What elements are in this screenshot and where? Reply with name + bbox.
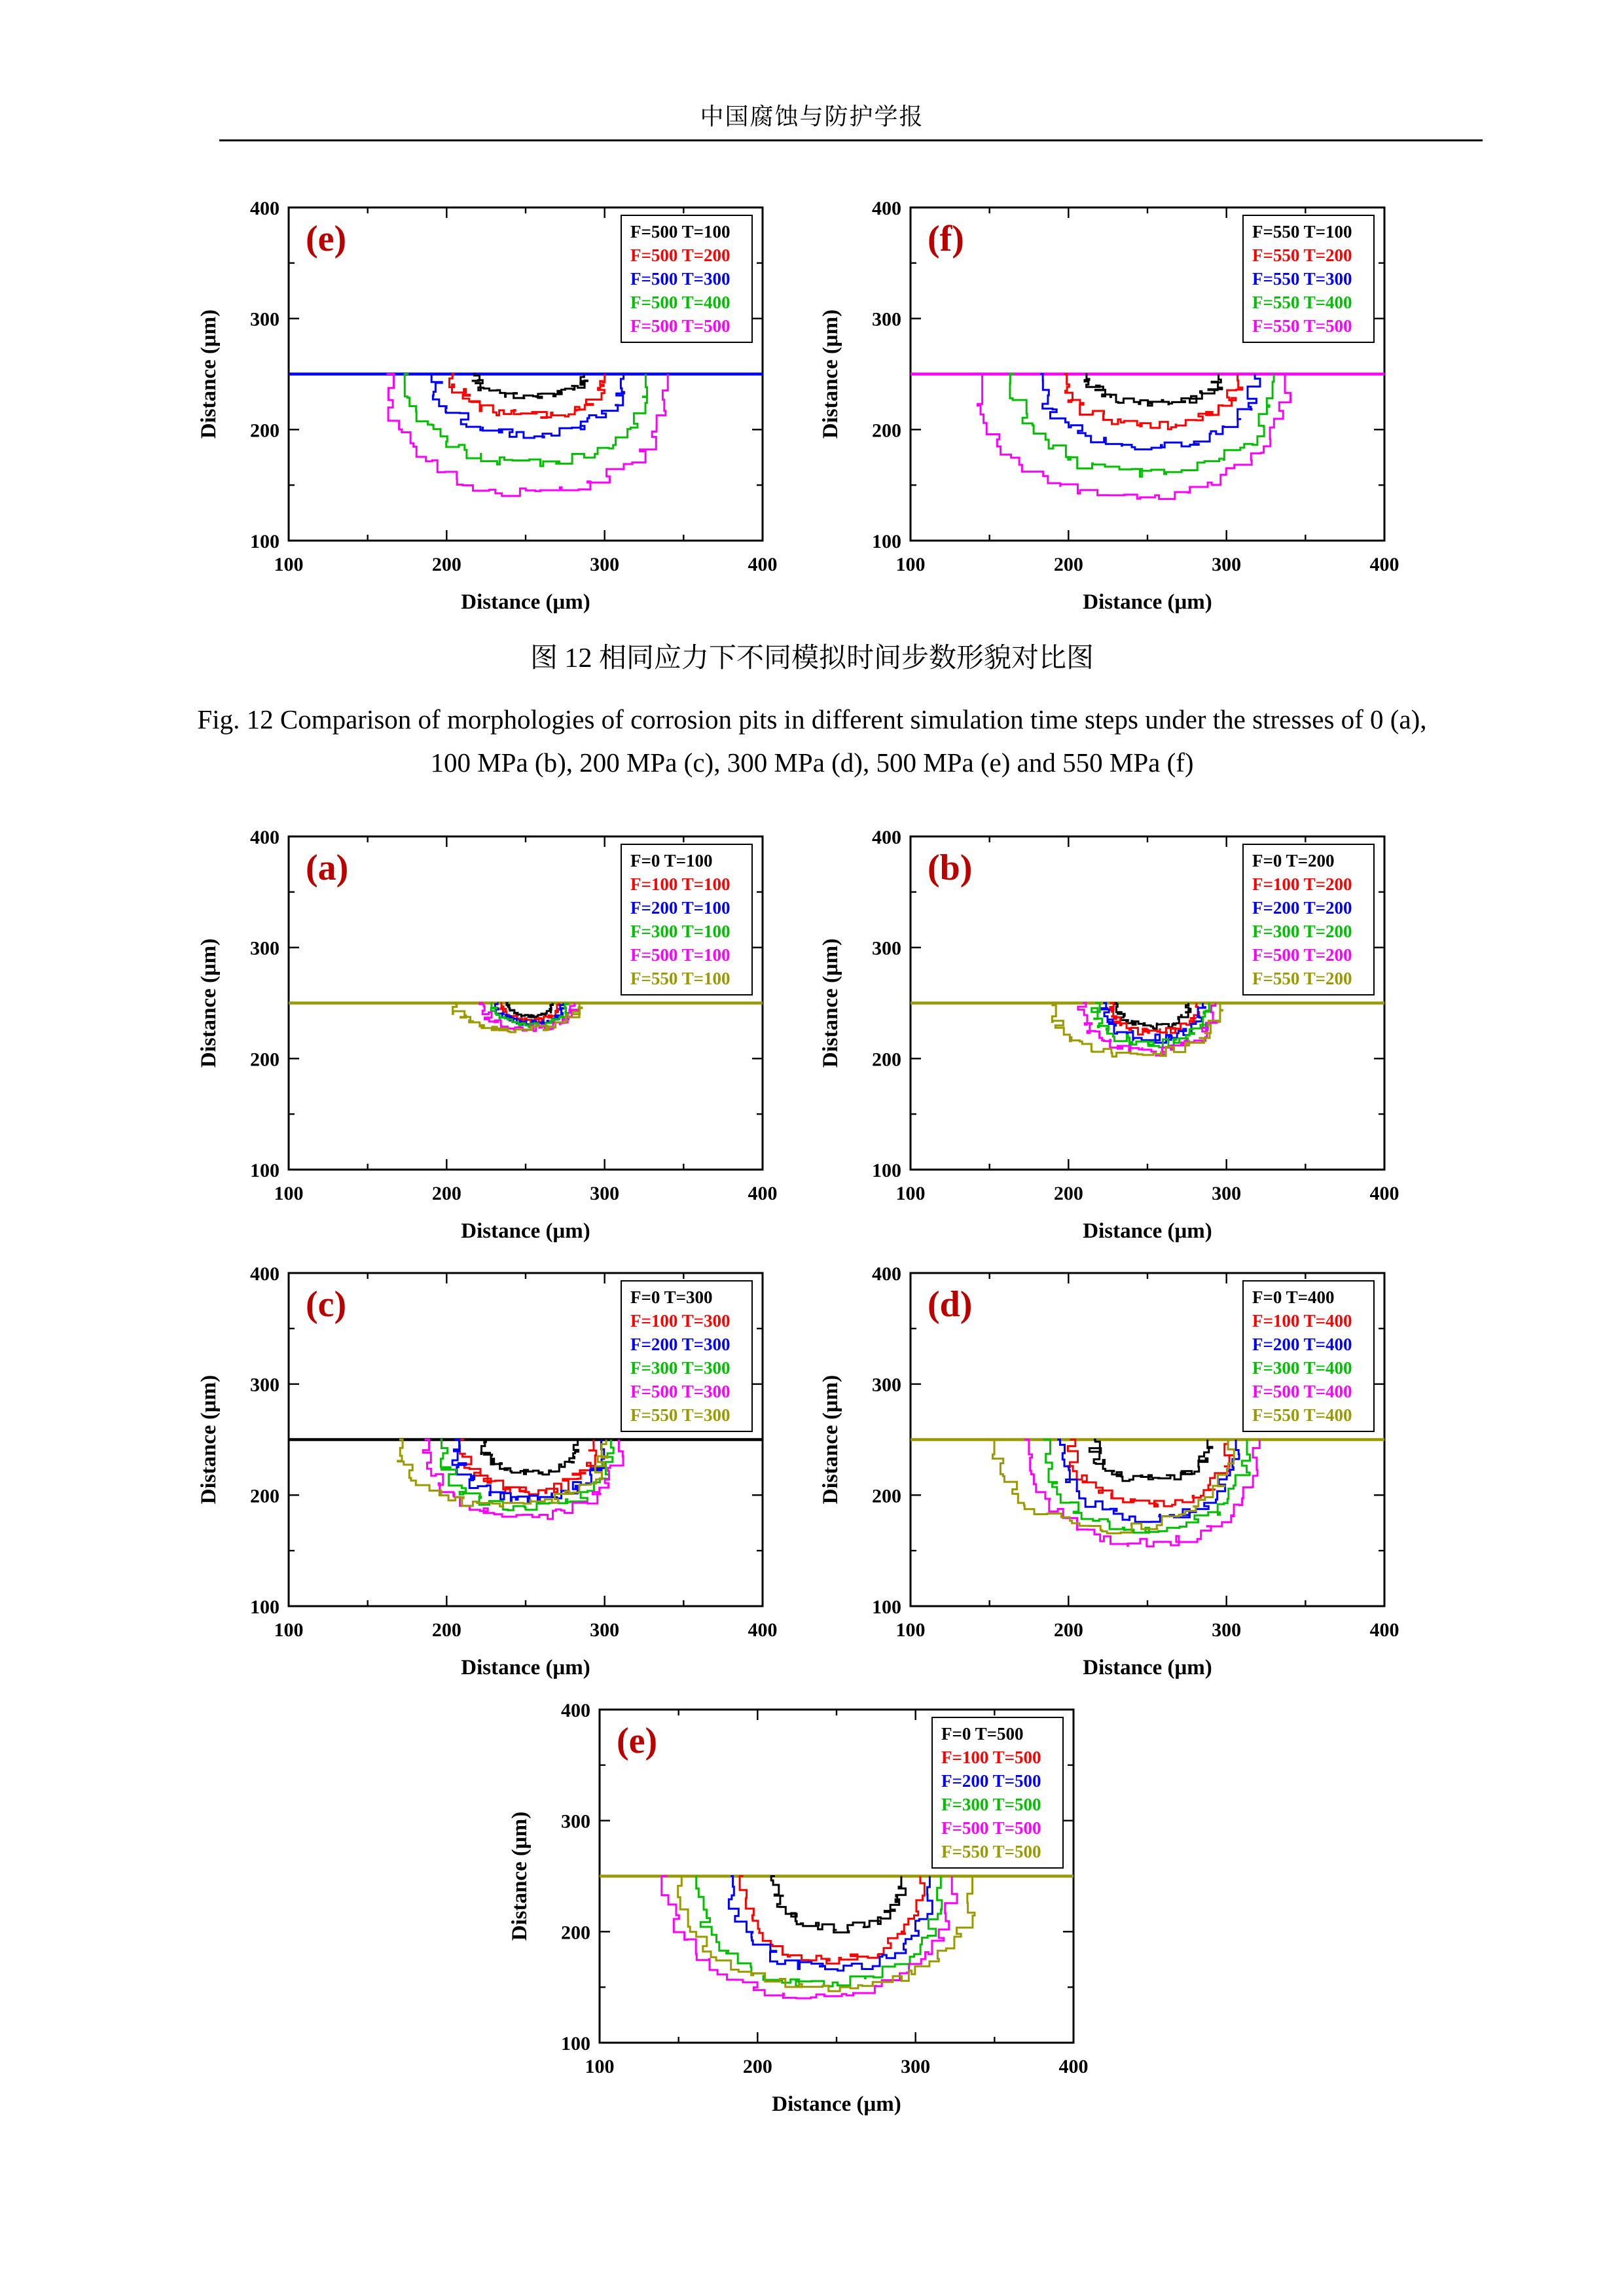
x-tick-label: 100 bbox=[895, 554, 926, 575]
legend-entry: F=500 T=300 bbox=[630, 1382, 731, 1401]
y-tick-label: 200 bbox=[872, 1485, 901, 1507]
plot-canvas-d bbox=[812, 1266, 1408, 1702]
x-tick-label: 300 bbox=[1212, 1183, 1242, 1204]
y-tick-label: 200 bbox=[872, 1049, 901, 1071]
panel-label: (d) bbox=[928, 1284, 973, 1325]
legend-entry: F=550 T=100 bbox=[630, 969, 731, 988]
y-tick-label: 100 bbox=[250, 1596, 280, 1618]
panel-label: (f) bbox=[928, 219, 964, 259]
pit-contour-f-top-2 bbox=[1040, 374, 1260, 450]
legend-entry: F=200 T=100 bbox=[630, 898, 731, 918]
legend-entry: F=550 T=100 bbox=[1252, 222, 1352, 242]
plot-b bbox=[812, 830, 1408, 1265]
y-tick-label: 100 bbox=[872, 1596, 901, 1618]
x-tick-label: 200 bbox=[742, 2056, 772, 2077]
caption-english-line-2: 100 MPa (b), 200 MPa (c), 300 MPa (d), 500 MPa (e) and 550 MPa (f) bbox=[430, 747, 1194, 778]
legend-entry: F=100 T=500 bbox=[941, 1748, 1041, 1767]
x-tick-label: 100 bbox=[274, 554, 304, 575]
y-tick-label: 400 bbox=[250, 830, 280, 848]
y-tick-label: 400 bbox=[872, 830, 901, 848]
legend-entry: F=550 T=400 bbox=[1252, 293, 1352, 312]
x-tick-label: 200 bbox=[431, 1183, 461, 1204]
legend-entry: F=500 T=300 bbox=[630, 269, 731, 289]
legend-entry: F=500 T=200 bbox=[1252, 945, 1352, 965]
x-tick-label: 300 bbox=[590, 1619, 620, 1641]
x-axis-title: Distance (μm) bbox=[461, 590, 590, 614]
y-axis-title: Distance (μm) bbox=[197, 309, 221, 439]
legend-entry: F=500 T=200 bbox=[630, 245, 731, 265]
legend-entry: F=0 T=500 bbox=[941, 1724, 1024, 1744]
pit-contour-c-0 bbox=[481, 1440, 579, 1475]
x-tick-label: 300 bbox=[901, 2056, 931, 2077]
plot-e-top bbox=[190, 201, 786, 636]
y-axis-title: Distance (μm) bbox=[819, 1374, 842, 1505]
x-tick-label: 400 bbox=[748, 1183, 778, 1204]
y-axis-title: Distance (μm) bbox=[508, 1811, 532, 1941]
panel-label: (e) bbox=[617, 1721, 658, 1761]
y-tick-label: 200 bbox=[561, 1922, 590, 1944]
legend-entry: F=300 T=300 bbox=[630, 1358, 731, 1378]
legend-entry: F=0 T=400 bbox=[1252, 1287, 1335, 1307]
legend-entry: F=500 T=500 bbox=[630, 316, 731, 336]
x-axis-title: Distance (μm) bbox=[772, 2092, 901, 2116]
x-tick-label: 100 bbox=[895, 1619, 926, 1641]
legend-entry: F=200 T=300 bbox=[630, 1335, 731, 1354]
legend-entry: F=100 T=200 bbox=[1252, 874, 1352, 894]
x-tick-label: 200 bbox=[431, 1619, 461, 1641]
legend-entry: F=200 T=400 bbox=[1252, 1335, 1352, 1354]
plot-f-top bbox=[812, 201, 1408, 636]
y-tick-label: 100 bbox=[872, 1160, 901, 1181]
x-tick-label: 400 bbox=[1369, 1619, 1399, 1641]
pit-contour-e-top-0 bbox=[473, 374, 587, 399]
x-tick-label: 400 bbox=[1369, 1183, 1399, 1204]
x-tick-label: 200 bbox=[431, 554, 461, 575]
x-tick-label: 400 bbox=[1058, 2056, 1089, 2077]
y-tick-label: 200 bbox=[250, 1485, 280, 1507]
y-tick-label: 400 bbox=[250, 1266, 280, 1285]
x-tick-label: 200 bbox=[1053, 1183, 1083, 1204]
y-tick-label: 200 bbox=[250, 1049, 280, 1071]
x-tick-label: 100 bbox=[274, 1183, 304, 1204]
y-tick-label: 300 bbox=[250, 937, 280, 960]
legend-entry: F=500 T=500 bbox=[941, 1818, 1041, 1838]
legend-entry: F=500 T=100 bbox=[630, 945, 731, 965]
y-tick-label: 400 bbox=[872, 201, 901, 219]
legend-entry: F=200 T=200 bbox=[1252, 898, 1352, 918]
x-tick-label: 400 bbox=[748, 1619, 778, 1641]
legend-entry: F=550 T=200 bbox=[1252, 245, 1352, 265]
y-axis-title: Distance (μm) bbox=[197, 1374, 221, 1505]
y-tick-label: 400 bbox=[561, 1703, 590, 1721]
plot-canvas-e-bottom bbox=[501, 1703, 1097, 2138]
plot-canvas-e-top bbox=[190, 201, 786, 636]
legend-entry: F=500 T=400 bbox=[1252, 1382, 1352, 1401]
x-tick-label: 200 bbox=[1053, 1619, 1083, 1641]
y-tick-label: 300 bbox=[561, 1810, 590, 1833]
y-tick-label: 100 bbox=[872, 531, 901, 552]
legend-entry: F=550 T=500 bbox=[1252, 316, 1352, 336]
legend-entry: F=300 T=500 bbox=[941, 1795, 1041, 1814]
pit-contour-e-top-4 bbox=[387, 374, 668, 496]
pit-contour-e-top-2 bbox=[431, 374, 624, 439]
x-tick-label: 100 bbox=[274, 1619, 304, 1641]
x-tick-label: 300 bbox=[590, 554, 620, 575]
plot-canvas-a bbox=[190, 830, 786, 1265]
y-tick-label: 100 bbox=[250, 531, 280, 552]
legend-entry: F=100 T=300 bbox=[630, 1311, 731, 1331]
legend-entry: F=100 T=400 bbox=[1252, 1311, 1352, 1331]
legend-entry: F=0 T=200 bbox=[1252, 851, 1335, 870]
x-tick-label: 200 bbox=[1053, 554, 1083, 575]
y-axis-title: Distance (μm) bbox=[819, 309, 842, 439]
x-axis-title: Distance (μm) bbox=[1083, 1656, 1212, 1679]
y-tick-label: 100 bbox=[561, 2033, 590, 2054]
pit-contour-f-top-0 bbox=[1085, 374, 1222, 406]
pit-contour-e-top-3 bbox=[405, 374, 647, 467]
panel-label: (a) bbox=[306, 848, 349, 888]
x-axis-title: Distance (μm) bbox=[1083, 590, 1212, 614]
legend-entry: F=300 T=400 bbox=[1252, 1358, 1352, 1378]
y-axis-title: Distance (μm) bbox=[197, 938, 221, 1068]
legend-entry: F=550 T=200 bbox=[1252, 969, 1352, 988]
x-axis-title: Distance (μm) bbox=[1083, 1219, 1212, 1243]
pit-contour-d-0 bbox=[1089, 1440, 1212, 1481]
legend-entry: F=0 T=100 bbox=[630, 851, 713, 870]
y-tick-label: 400 bbox=[250, 201, 280, 219]
legend-entry: F=300 T=100 bbox=[630, 922, 731, 941]
panel-label: (b) bbox=[928, 848, 973, 888]
x-tick-label: 300 bbox=[1212, 1619, 1242, 1641]
x-axis-title: Distance (μm) bbox=[461, 1656, 590, 1679]
x-tick-label: 100 bbox=[895, 1183, 926, 1204]
panel-label: (c) bbox=[306, 1284, 347, 1325]
y-tick-label: 400 bbox=[872, 1266, 901, 1285]
plot-e-bottom bbox=[501, 1703, 1097, 2138]
pit-contour-e-bottom-0 bbox=[771, 1876, 905, 1933]
y-tick-label: 200 bbox=[872, 420, 901, 442]
legend-entry: F=550 T=500 bbox=[941, 1842, 1041, 1861]
y-tick-label: 300 bbox=[872, 937, 901, 960]
x-tick-label: 300 bbox=[590, 1183, 620, 1204]
pit-contour-f-top-4 bbox=[975, 374, 1291, 499]
plot-canvas-b bbox=[812, 830, 1408, 1265]
y-axis-title: Distance (μm) bbox=[819, 938, 842, 1068]
legend-entry: F=300 T=200 bbox=[1252, 922, 1352, 941]
legend-entry: F=500 T=100 bbox=[630, 222, 731, 242]
y-tick-label: 300 bbox=[250, 308, 280, 331]
header-divider bbox=[219, 139, 1483, 141]
y-tick-label: 300 bbox=[872, 1374, 901, 1396]
plot-canvas-c bbox=[190, 1266, 786, 1702]
journal-title: 中国腐蚀与防护学报 bbox=[700, 103, 924, 130]
y-tick-label: 100 bbox=[250, 1160, 280, 1181]
legend-entry: F=550 T=300 bbox=[630, 1405, 731, 1425]
x-tick-label: 400 bbox=[1369, 554, 1399, 575]
x-axis-title: Distance (μm) bbox=[461, 1219, 590, 1243]
plot-canvas-f-top bbox=[812, 201, 1408, 636]
plot-c bbox=[190, 1266, 786, 1702]
x-tick-label: 400 bbox=[748, 554, 778, 575]
legend-entry: F=200 T=500 bbox=[941, 1771, 1041, 1791]
figure-caption-chinese: 图 12 相同应力下不同模拟时间步数形貌对比图 bbox=[530, 643, 1094, 673]
y-tick-label: 300 bbox=[872, 308, 901, 331]
y-tick-label: 300 bbox=[250, 1374, 280, 1396]
x-tick-label: 100 bbox=[585, 2056, 615, 2077]
panel-label: (e) bbox=[306, 219, 347, 259]
caption-english-line-1: Fig. 12 Comparison of morphologies of corrosion pits in different simulation time steps under the stresses of 0 (a), bbox=[197, 704, 1427, 734]
pit-contour-e-bottom-1 bbox=[740, 1876, 924, 1964]
figure-caption-english bbox=[0, 698, 1624, 784]
plot-a bbox=[190, 830, 786, 1265]
legend-entry: F=550 T=400 bbox=[1252, 1405, 1352, 1425]
y-tick-label: 200 bbox=[250, 420, 280, 442]
legend-entry: F=500 T=400 bbox=[630, 293, 731, 312]
legend-entry: F=550 T=300 bbox=[1252, 269, 1352, 289]
legend-entry: F=0 T=300 bbox=[630, 1287, 713, 1307]
x-tick-label: 300 bbox=[1212, 554, 1242, 575]
legend-entry: F=100 T=100 bbox=[630, 874, 731, 894]
plot-d bbox=[812, 1266, 1408, 1702]
